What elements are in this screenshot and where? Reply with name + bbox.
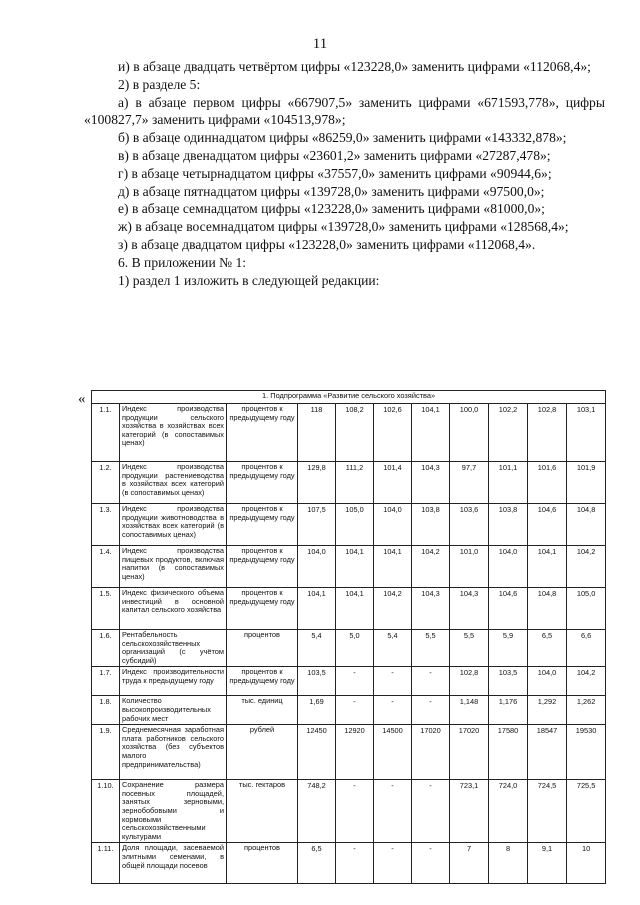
value-cell: 104,6 [489,588,528,630]
value-cell: 104,2 [567,667,606,696]
value-cell: 724,0 [489,780,528,843]
value-cell: 103,5 [298,667,336,696]
value-cell: 5,5 [450,630,489,667]
paragraph: 6. В приложении № 1: [118,254,247,270]
indicator-name: Рентабельность сельскохозяйственных организаций (с учётом субсидий) [120,630,227,667]
table-row [92,546,606,588]
table-row [92,843,606,884]
value-cell: 17580 [489,725,528,780]
subprogram-title: 1. Подпрограмма «Развитие сельского хозяйства» [92,391,606,404]
value-cell: 9,1 [528,843,567,884]
value-cell: 103,1 [567,404,606,462]
value-cell: 5,9 [489,630,528,667]
paragraph: 1) раздел 1 изложить в следующей редакции: [118,272,380,288]
indicator-name: Индекс производительности труда к предыдущему году [120,667,227,696]
value-cell: 103,8 [489,504,528,546]
table-header-row [92,391,606,404]
value-cell: 101,6 [528,462,567,504]
unit-cell: процентов к предыдущему году [227,588,298,630]
value-cell: 97,7 [450,462,489,504]
paragraph: д) в абзаце пятнадцатом цифры «139728,0» заменить цифрами «97500,0»; [118,183,545,199]
paragraph: а) в абзаце первом цифры «667907,5» заменить цифрами «671593,778», цифры «100827,7» заменить цифрами «104513,978»; [84,94,605,128]
value-cell: 129,8 [298,462,336,504]
value-cell: 1,176 [489,696,528,725]
table-row [92,404,606,462]
table-row [92,667,606,696]
value-cell: 19530 [567,725,606,780]
document-body [84,58,605,289]
value-cell: - [412,667,450,696]
value-cell: 5,4 [374,630,412,667]
value-cell: 17020 [412,725,450,780]
value-cell: 104,0 [528,667,567,696]
value-cell: 18547 [528,725,567,780]
value-cell: 104,8 [528,588,567,630]
unit-cell: процентов к предыдущему году [227,462,298,504]
value-cell: 104,0 [374,504,412,546]
value-cell: 725,5 [567,780,606,843]
value-cell: 104,2 [374,588,412,630]
value-cell: 104,0 [298,546,336,588]
row-number: 1.2. [92,462,120,504]
paragraph: б) в абзаце одиннадцатом цифры «86259,0» заменить цифрами «143332,878»; [118,130,567,146]
value-cell: 104,1 [374,546,412,588]
value-cell: 1,148 [450,696,489,725]
value-cell: 748,2 [298,780,336,843]
table-row [92,696,606,725]
row-number: 1.4. [92,546,120,588]
paragraph: 2) в разделе 5: [118,76,201,92]
value-cell: - [412,696,450,725]
unit-cell: процентов [227,843,298,884]
value-cell: 104,1 [528,546,567,588]
value-cell: 104,2 [412,546,450,588]
value-cell: 6,5 [528,630,567,667]
value-cell: 101,4 [374,462,412,504]
value-cell: 104,1 [336,588,374,630]
opening-quote: « [78,391,86,407]
value-cell: 102,2 [489,404,528,462]
value-cell: 107,5 [298,504,336,546]
value-cell: 118 [298,404,336,462]
value-cell: 108,2 [336,404,374,462]
paragraph: и) в абзаце двадцать четвёртом цифры «123228,0» заменить цифрами «112068,4»; [118,59,591,74]
value-cell: 104,8 [567,504,606,546]
value-cell: 6,5 [298,843,336,884]
row-number: 1.1. [92,404,120,462]
value-cell: 104,2 [567,546,606,588]
value-cell: 102,6 [374,404,412,462]
table-row [92,504,606,546]
value-cell: 103,6 [450,504,489,546]
row-number: 1.9. [92,725,120,780]
table-row [92,780,606,843]
value-cell: - [336,780,374,843]
value-cell: 12450 [298,725,336,780]
value-cell: 101,1 [489,462,528,504]
indicator-name: Доля площади, засеваемой элитными семенами, в общей площади посевов [120,843,227,884]
value-cell: 104,6 [528,504,567,546]
unit-cell: тыс. гектаров [227,780,298,843]
value-cell: 101,9 [567,462,606,504]
value-cell: 10 [567,843,606,884]
value-cell: 111,2 [336,462,374,504]
value-cell: - [336,667,374,696]
value-cell: 7 [450,843,489,884]
value-cell: - [374,843,412,884]
value-cell: 12920 [336,725,374,780]
row-number: 1.5. [92,588,120,630]
unit-cell: процентов [227,630,298,667]
table-row [92,630,606,667]
unit-cell: рублей [227,725,298,780]
value-cell: - [374,667,412,696]
table-row [92,725,606,780]
row-number: 1.8. [92,696,120,725]
indicator-name: Индекс производства продукции растениеводства в хозяйствах всех категорий (в сопоставимых ценах) [120,462,227,504]
value-cell: 103,8 [412,504,450,546]
table-row [92,588,606,630]
value-cell: 724,5 [528,780,567,843]
value-cell: 8 [489,843,528,884]
value-cell: 104,1 [336,546,374,588]
value-cell: 104,3 [412,588,450,630]
value-cell: 102,8 [450,667,489,696]
paragraph: з) в абзаце двадцатом цифры «123228,0» заменить цифрами «112068,4». [118,236,536,252]
value-cell: 104,1 [412,404,450,462]
value-cell: 103,5 [489,667,528,696]
paragraph: в) в абзаце двенадцатом цифры «23601,2» заменить цифрами «27287,478»; [118,147,551,163]
value-cell: 14500 [374,725,412,780]
value-cell: - [336,696,374,725]
value-cell: 101,0 [450,546,489,588]
unit-cell: процентов к предыдущему году [227,404,298,462]
row-number: 1.3. [92,504,120,546]
value-cell: 102,8 [528,404,567,462]
value-cell: 105,0 [567,588,606,630]
row-number: 1.6. [92,630,120,667]
unit-cell: процентов к предыдущему году [227,546,298,588]
unit-cell: процентов к предыдущему году [227,667,298,696]
unit-cell: процентов к предыдущему году [227,504,298,546]
value-cell: 5,4 [298,630,336,667]
value-cell: 104,3 [412,462,450,504]
indicator-name: Сохранение размера посевных площадей, занятых зерновыми, зернобобовыми и кормовыми сельскохозяйственными культурами [120,780,227,843]
value-cell: 104,0 [489,546,528,588]
indicator-name: Количество высокопроизводительных рабочих мест [120,696,227,725]
value-cell: 6,6 [567,630,606,667]
value-cell: 1,292 [528,696,567,725]
value-cell: 5,0 [336,630,374,667]
value-cell: 104,1 [298,588,336,630]
row-number: 1.7. [92,667,120,696]
value-cell: 17020 [450,725,489,780]
paragraph: г) в абзаце четырнадцатом цифры «37557,0» заменить цифрами «90944,6»; [118,165,552,181]
paragraph: ж) в абзаце восемнадцатом цифры «139728,0» заменить цифрами «128568,4»; [118,219,569,235]
indicator-name: Индекс производства продукции животноводства в хозяйствах всех категорий (в сопоставимых ценах) [120,504,227,546]
row-number: 1.11. [92,843,120,884]
value-cell: 105,0 [336,504,374,546]
indicator-name: Среднемесячная заработная плата работников сельского хозяйства (без субъектов малого предпринимательства) [120,725,227,780]
unit-cell: тыс. единиц [227,696,298,725]
indicator-name: Индекс физического объема инвестиций в основной капитал сельского хозяйства [120,588,227,630]
row-number: 1.10. [92,780,120,843]
indicator-name: Индекс производства продукции сельского хозяйства в хозяйствах всех категорий (в сопоставимых ценах) [120,404,227,462]
value-cell: 1,69 [298,696,336,725]
indicator-name: Индекс производства пищевых продуктов, включая напитки (в сопоставимых ценах) [120,546,227,588]
value-cell: - [412,780,450,843]
value-cell: - [412,843,450,884]
value-cell: 723,1 [450,780,489,843]
paragraph: е) в абзаце семнадцатом цифры «123228,0» заменить цифрами «81000,0»; [118,201,545,217]
value-cell: - [336,843,374,884]
value-cell: - [374,780,412,843]
value-cell: 5,5 [412,630,450,667]
value-cell: - [374,696,412,725]
value-cell: 104,3 [450,588,489,630]
value-cell: 100,0 [450,404,489,462]
page-number: 11 [312,36,328,52]
table-row [92,462,606,504]
indicators-table [91,390,606,884]
value-cell: 1,262 [567,696,606,725]
